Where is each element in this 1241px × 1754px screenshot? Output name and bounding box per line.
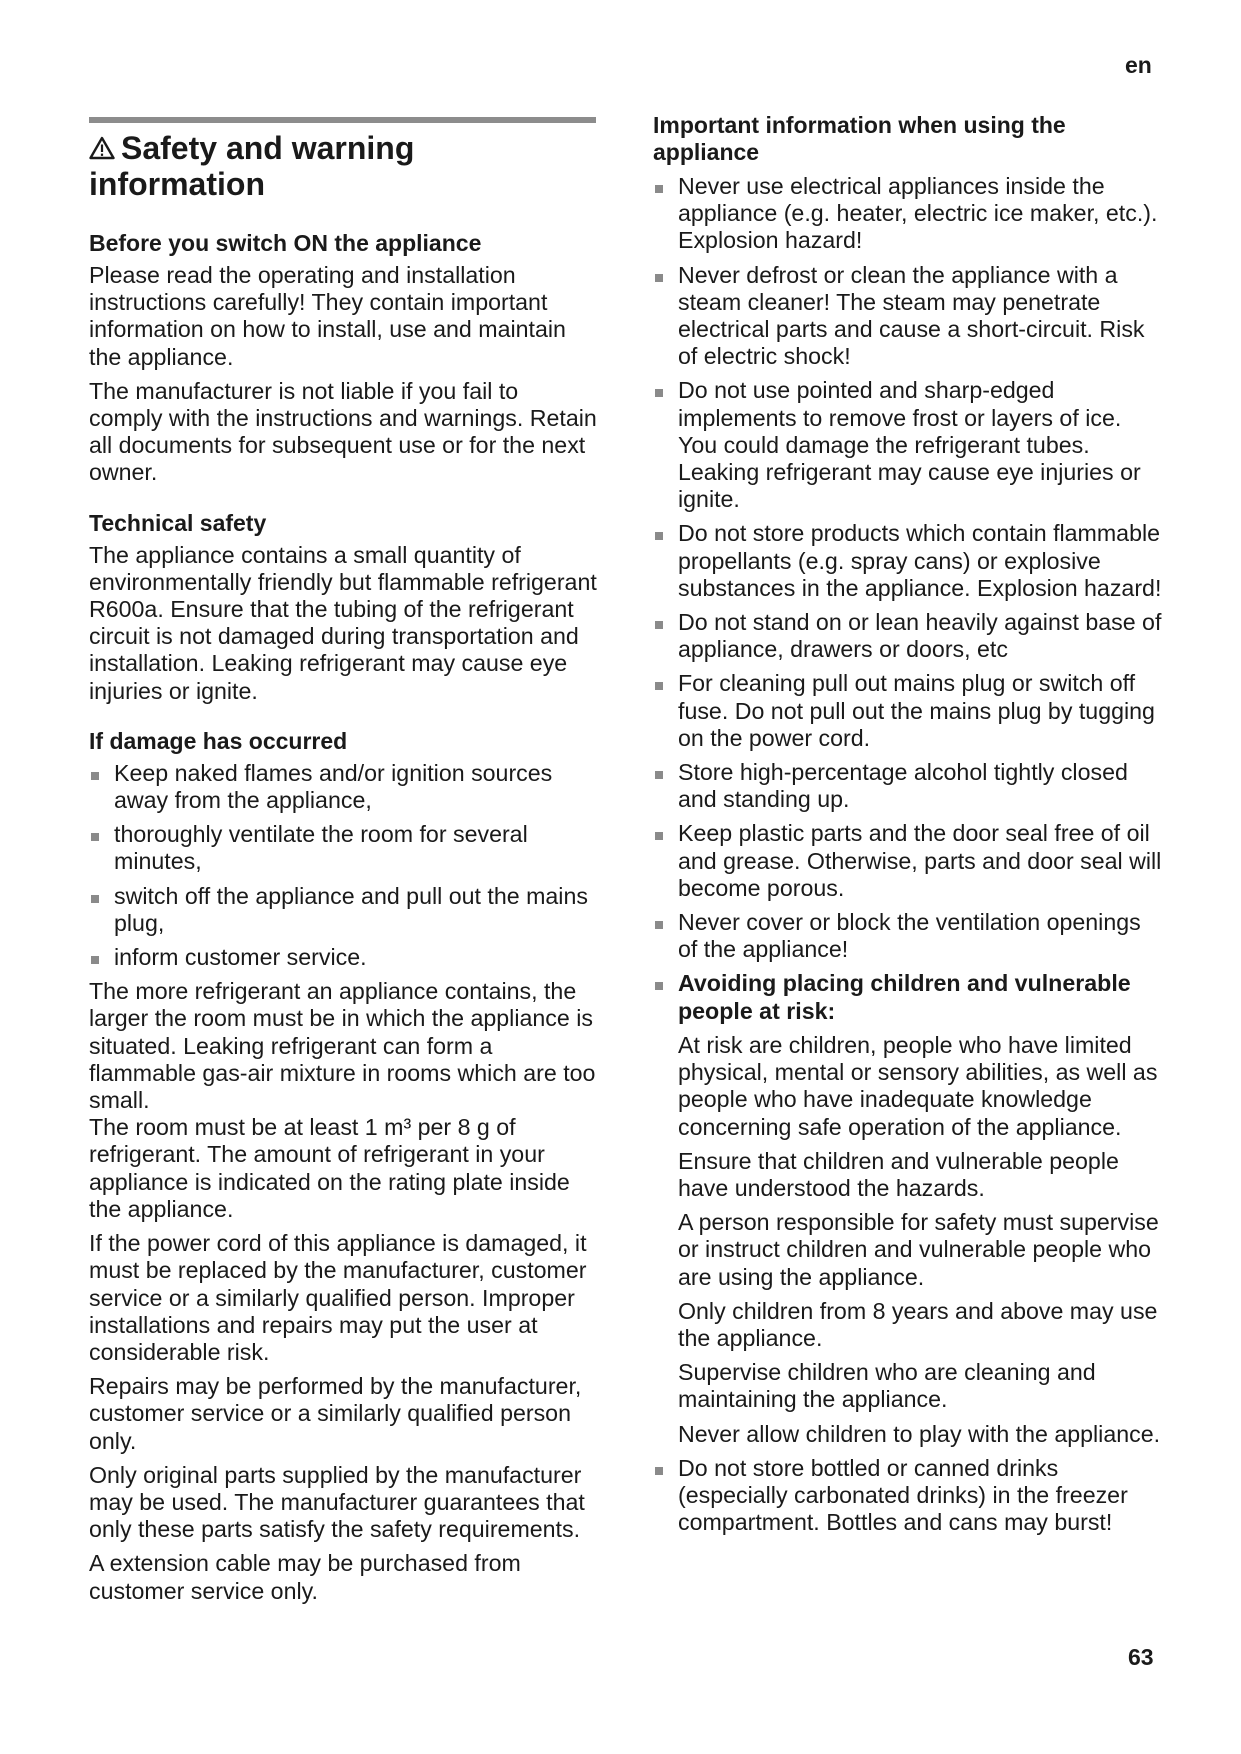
sub-paragraph: Never allow children to play with the appliance. [678, 1420, 1161, 1447]
paragraph: A extension cable may be purchased from customer service only. [89, 1550, 521, 1604]
list-item: switch off the appliance and pull out the mains plug, [89, 883, 597, 937]
heading-before-switch-on: Before you switch ON the appliance [89, 230, 482, 256]
square-bullet-icon [655, 1467, 663, 1475]
list-item: Never cover or block the ventilation openings of the appliance! [653, 909, 1163, 963]
heading-important-information: Important information when using the appliance [653, 112, 1066, 165]
square-bullet-icon [655, 621, 663, 629]
sub-paragraph: Supervise children who are cleaning and maintaining the appliance. [678, 1359, 1096, 1413]
list-item: For cleaning pull out mains plug or switch off fuse. Do not pull out the mains plug by tugging on the power cord. [653, 670, 1163, 752]
square-bullet-icon [91, 895, 99, 903]
left-column [89, 229, 597, 1612]
sub-paragraph: At risk are children, people who have limited physical, mental or sensory abilities, as well as people who have inadequate knowledge concerning safe operation of the appliance. [678, 1031, 1158, 1140]
paragraph: If the power cord of this appliance is damaged, it must be replaced by the manufacturer, customer service or a similarly qualified person. Improper installations and repairs may put the user at considerable risk. [89, 1230, 587, 1365]
paragraph: The manufacturer is not liable if you fail to comply with the instructions and warnings. Retain all documents for subsequent use or for the next owner. [89, 377, 597, 486]
list-item-children-heading: Avoiding placing children and vulnerable people at risk: [653, 970, 1163, 1024]
list-item: Never use electrical appliances inside the appliance (e.g. heater, electric ice maker, etc.). Explosion hazard! [653, 173, 1163, 255]
paragraph: Repairs may be performed by the manufacturer, customer service or a similarly qualified person only. [89, 1373, 582, 1454]
sub-paragraph: Only children from 8 years and above may use the appliance. [678, 1297, 1158, 1351]
list-item: Do not store bottled or canned drinks (especially carbonated drinks) in the freezer compartment. Bottles and cans may burst! [653, 1455, 1163, 1537]
list-item: inform customer service. [89, 944, 597, 971]
list-item: Do not use pointed and sharp-edged implements to remove frost or layers of ice. You could damage the refrigerant tubes. Leaking refrigerant may cause eye injuries or ignite. [653, 377, 1163, 513]
square-bullet-icon [91, 772, 99, 780]
sub-paragraph: Ensure that children and vulnerable people have understood the hazards. [678, 1147, 1119, 1201]
page-title-line1: Safety and warning [121, 130, 415, 166]
paragraph: The more refrigerant an appliance contains, the larger the room must be in which the appliance is situated. Leaking refrigerant can form a flammable gas-air mixture in rooms which are too small. [89, 978, 596, 1114]
list-item: Keep naked flames and/or ignition sources away from the appliance, [89, 760, 597, 814]
list-item: Do not store products which contain flammable propellants (e.g. spray cans) or explosive substances in the appliance. Explosion hazard! [653, 520, 1163, 602]
list-item: Never defrost or clean the appliance with a steam cleaner! The steam may penetrate electrical parts and cause a short-circuit. Risk of electric shock! [653, 262, 1163, 371]
section-rule [89, 117, 596, 123]
square-bullet-icon [655, 274, 663, 282]
heading-if-damage: If damage has occurred [89, 727, 348, 754]
right-column [653, 112, 1163, 1543]
square-bullet-icon [655, 982, 663, 990]
square-bullet-icon [655, 771, 663, 779]
square-bullet-icon [655, 185, 663, 193]
square-bullet-icon [655, 682, 663, 690]
sub-paragraph: A person responsible for safety must supervise or instruct children and vulnerable people who are using the appliance. [678, 1209, 1159, 1290]
warning-triangle-icon [89, 136, 115, 160]
square-bullet-icon [655, 389, 663, 397]
page-title [89, 130, 597, 202]
paragraph: Only original parts supplied by the manufacturer may be used. The manufacturer guarantees that only these parts satisfy the safety requirements. [89, 1461, 585, 1543]
list-item: thoroughly ventilate the room for several minutes, [89, 821, 597, 875]
page-title-line2: information [89, 166, 265, 202]
square-bullet-icon [655, 532, 663, 540]
page-number: 63 [1128, 1644, 1154, 1670]
heading-technical-safety: Technical safety [89, 509, 267, 536]
square-bullet-icon [91, 956, 99, 964]
square-bullet-icon [655, 921, 663, 929]
language-code: en [1125, 52, 1152, 78]
list-item: Keep plastic parts and the door seal free of oil and grease. Otherwise, parts and door seal will become porous. [653, 820, 1163, 902]
square-bullet-icon [91, 833, 99, 841]
paragraph: Please read the operating and installation instructions carefully! They contain important information on how to install, use and maintain the appliance. [89, 262, 566, 370]
list-item: Do not stand on or lean heavily against base of appliance, drawers or doors, etc [653, 609, 1163, 663]
list-item: Store high-percentage alcohol tightly closed and standing up. [653, 759, 1163, 813]
paragraph: The room must be at least 1 m³ per 8 g of refrigerant. The amount of refrigerant in your appliance is indicated on the rating plate inside the appliance. [89, 1114, 570, 1222]
square-bullet-icon [655, 832, 663, 840]
paragraph: The appliance contains a small quantity of environmentally friendly but flammable refrigerant R600a. Ensure that the tubing of the refrigerant circuit is not damaged during transportation and installation. Leaking refrigerant may cause eye injuries or ignite. [89, 541, 597, 704]
